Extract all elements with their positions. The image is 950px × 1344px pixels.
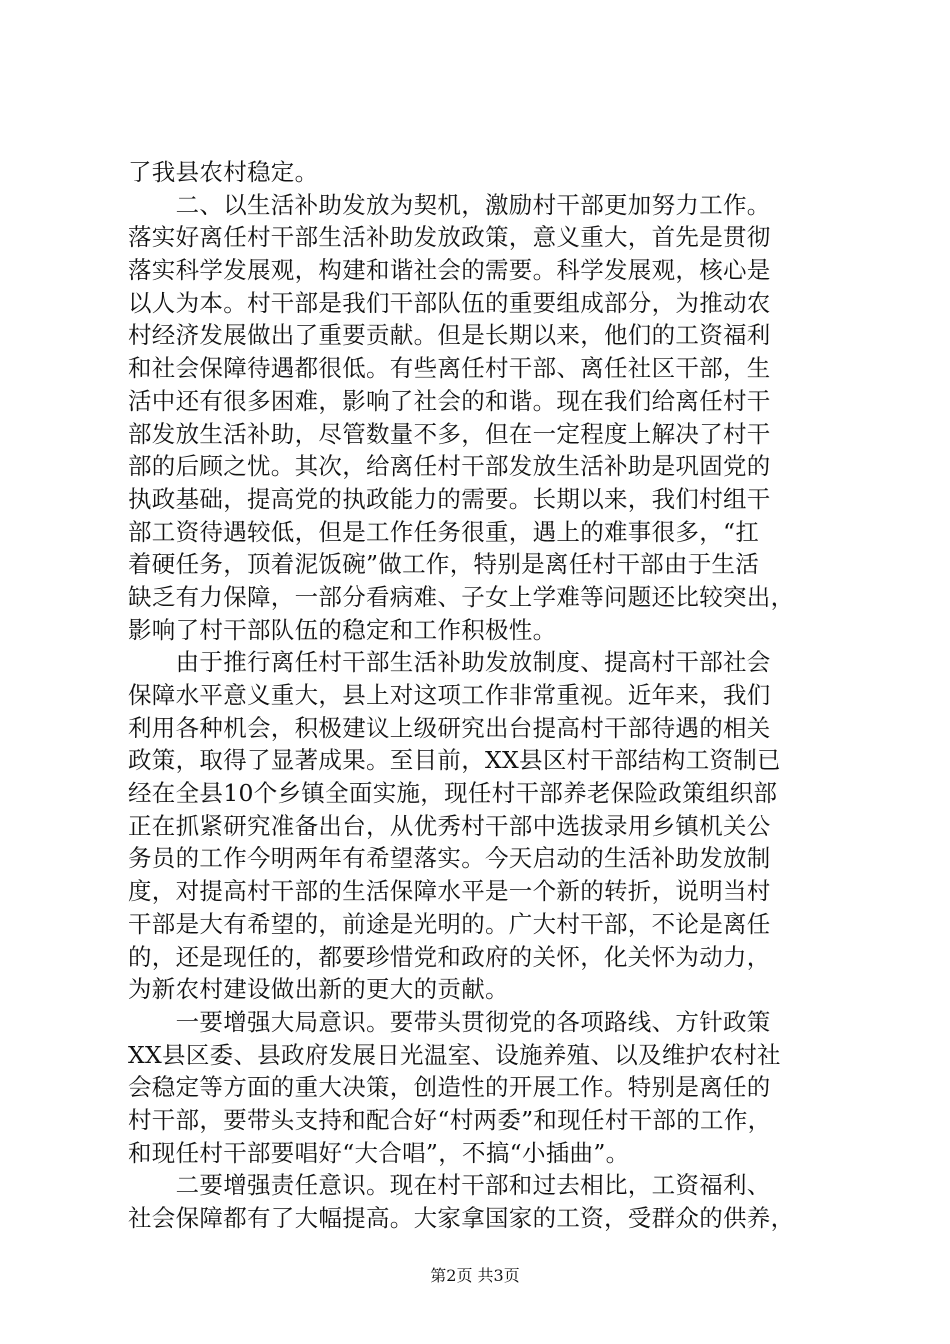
text-line: 度，对提高村干部的生活保障水平是一个新的转折，说明当村	[128, 877, 771, 906]
text-line: 干部是大有希望的，前途是光明的。广大村干部，不论是离任	[128, 909, 771, 938]
text-line: 以人为本。村干部是我们干部队伍的重要组成部分，为推动农	[128, 288, 771, 317]
text-line: 着硬任务，顶着泥饭碗”做工作，特别是离任村干部由于生活	[128, 550, 760, 579]
text-line: 二、以生活补助发放为契机，激励村干部更加努力工作。	[128, 190, 771, 219]
text-line: 务员的工作今明两年有希望落实。今天启动的生活补助发放制	[128, 844, 771, 873]
text-line: 执政基础，提高党的执政能力的需要。长期以来，我们村组干	[128, 484, 771, 513]
text-line: 由于推行离任村干部生活补助发放制度、提高村干部社会	[128, 648, 771, 677]
text-line: 和社会保障待遇都很低。有些离任村干部、离任社区干部，生	[128, 354, 771, 383]
text-line: 社会保障都有了大幅提高。大家拿国家的工资，受群众的供养，	[128, 1204, 795, 1232]
text-line: 影响了村干部队伍的稳定和工作积极性。	[128, 615, 557, 644]
text-line: 的，还是现任的，都要珍惜党和政府的关怀，化关怀为动力，	[128, 942, 771, 971]
text-line: 二要增强责任意识。现在村干部和过去相比，工资福利、	[128, 1171, 771, 1200]
text-line: 经在全县10个乡镇全面实施，现任村干部养老保险政策组织部	[128, 779, 778, 808]
text-line: 为新农村建设做出新的更大的贡献。	[128, 975, 509, 1004]
text-line: 部工资待遇较低，但是工作任务很重，遇上的难事很多，“扛	[128, 517, 760, 546]
body-text	[128, 156, 840, 1235]
text-line: 村干部，要带头支持和配合好“村两委”和现任村干部的工作，	[128, 1105, 772, 1134]
text-line: 保障水平意义重大，县上对这项工作非常重视。近年来，我们	[128, 681, 771, 709]
text-line: 一要增强大局意识。要带头贯彻党的各项路线、方针政策	[128, 1007, 771, 1036]
text-line: 部发放生活补助，尽管数量不多，但在一定程度上解决了村干	[128, 419, 771, 448]
text-line: 活中还有很多困难，影响了社会的和谐。现在我们给离任村干	[128, 386, 771, 415]
text-line: 会稳定等方面的重大决策，创造性的开展工作。特别是离任的	[128, 1073, 771, 1102]
text-line: 部的后顾之忧。其次，给离任村干部发放生活补助是巩固党的	[128, 452, 771, 481]
page-footer: 第2页 共3页	[430, 1266, 520, 1285]
text-line: 利用各种机会，积极建议上级研究出台提高村干部待遇的相关	[128, 713, 771, 742]
text-line: 了我县农村稳定。	[128, 158, 319, 186]
text-line: XX县区委、县政府发展日光温室、设施养殖、以及维护农村社	[128, 1040, 781, 1069]
text-line: 正在抓紧研究准备出台，从优秀村干部中选拔录用乡镇机关公	[128, 811, 771, 840]
text-line: 和现任村干部要唱好“大合唱”，不搞“小插曲”。	[128, 1138, 630, 1167]
text-line: 落实好离任村干部生活补助发放政策，意义重大，首先是贯彻	[128, 223, 771, 252]
text-line: 落实科学发展观，构建和谐社会的需要。科学发展观，核心是	[128, 256, 771, 285]
text-line: 政策，取得了显著成果。至目前，XX县区村干部结构工资制已	[128, 746, 781, 775]
text-line: 村经济发展做出了重要贡献。但是长期以来，他们的工资福利	[128, 321, 771, 350]
text-line: 缺乏有力保障，一部分看病难、子女上学难等问题还比较突出，	[128, 582, 795, 611]
